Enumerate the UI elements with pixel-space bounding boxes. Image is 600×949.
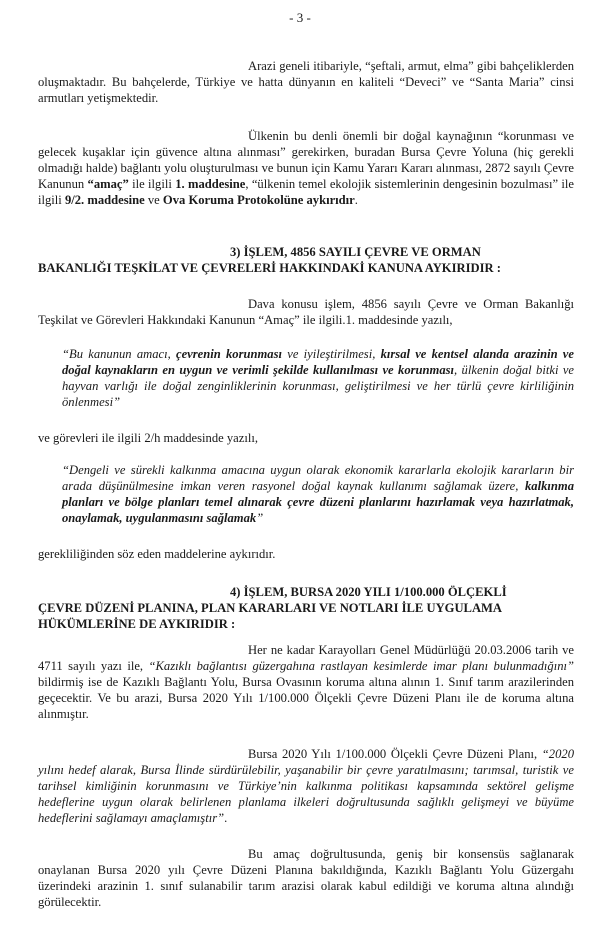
paragraph-bursa-plan: Bursa 2020 Yılı 1/100.000 Ölçekli Çevre Düzeni Planı, “2020 yılını hedef alarak, Bursa İlinde sürdürülebilir, yaşanabilir bir çevre yaratılmasını; tarımsal, turistik ve tarihsel kimliğinin korunmasını ve Türkiye’nin kalkınma politikası kapsamında sektörel gelişme hedeflerine uygun olarak belirlenen planlama ilkeleri doğrultusunda sağlıklı gelişmeyi ve büyüme hedeflerini sağlamayı amaçlamıştır”.	[38, 747, 574, 825]
paragraph-consensus: Bu amaç doğrultusunda, geniş bir konsensüs sağlanarak onaylanan Bursa 2020 yılı Çevre Düzeni Planına bakıldığında, Kazıklı Bağlantı Yolu Güzergahı üzerindeki arazinin 1. sınıf sulanabilir tarım arazisi olarak kabul edildiği ve koruma altına alındığı görülecektir.	[38, 847, 574, 909]
paragraph-highways-letter: Her ne kadar Karayolları Genel Müdürlüğü 20.03.2006 tarih ve 4711 sayılı yazı ile, “Kazıklı bağlantısı güzergahına rastlayan kesimlerde imar planı bulunmadığını” bildirmiş ise de Kazıklı Bağlantı Yolu, Bursa Ovasının koruma altına alının 1. Sınıf tarım arazilerinden geçecektir. Ve bu arazi, Bursa 2020 Yılı 1/100.000 Ölçekli Çevre Düzeni Planı ile de koruma altına alınmıştır.	[38, 643, 574, 721]
paragraph-natural-resource: Ülkenin bu denli önemli bir doğal kaynağının “korunması ve gelecek kuşaklar için güvence altına alınması” gerekirken, buradan Bursa Çevre Yoluna (hiç gerekli olmadığı halde) bağlantı yolu oluşturulması ve bunun için Kamu Yararı Kararı alınması, 2872 sayılı Çevre Kanunun “amaç” ile ilgili 1. maddesine, “ülkenin temel ekolojik sistemlerinin dengesinin bozulması” ile ilgili 9/2. maddesine ve Ova Koruma Protokolüne aykırıdır.	[38, 129, 575, 207]
section-heading-3: 3) İŞLEM, 4856 SAYILI ÇEVRE VE ORMAN BAKANLIĞI TEŞKİLAT VE ÇEVRELERİ HAKKINDAKİ KANUNA AYKIRIDIR :	[38, 245, 501, 275]
paragraph-duties: ve görevleri ile ilgili 2/h maddesinde yazılı,	[38, 431, 258, 445]
quote-article-2h: “Dengeli ve sürekli kalkınma amacına uygun olarak ekonomik kararlarla ekolojik kararların bir arada düşünülmesine imkan veren rasyonel doğal kaynak kullanımı sağlamak üzere, kalkınma planları ve bölge planları temel alınarak çevre düzeni planlarını hazırlamak veya hazırlatmak, onaylamak, uygulanmasını sağlamak”	[62, 463, 574, 525]
paragraph-necessity: gerekliliğinden söz eden maddelerine aykırıdır.	[38, 547, 276, 561]
section-heading-4: 4) İŞLEM, BURSA 2020 YILI 1/100.000 ÖLÇEKLİ ÇEVRE DÜZENİ PLANINA, PLAN KARARLARI VE NOTLARI İLE UYGULAMA HÜKÜMLERİNE DE AYKIRIDIR :	[38, 585, 507, 631]
paragraph-orchards: Arazi geneli itibariyle, “şeftali, armut, elma” gibi bahçeliklerden oluşmaktadır. Bu bahçelerde, Türkiye ve hatta dünyanın en kaliteli “Deveci” ve “Santa Maria” cinsi armutları yetişmektedir.	[38, 59, 574, 105]
quote-law-purpose: “Bu kanunun amacı, çevrenin korunması ve iyileştirilmesi, kırsal ve kentsel alanda arazinin ve doğal kaynakların en uygun ve verimli şekilde kullanılması ve korunması, ülkenin doğal bitki ve hayvan varlığı ile doğal zenginliklerinin korunması, geliştirilmesi ve her türlü çevre kirliliğinin önlenmesi”	[62, 347, 574, 409]
paragraph-law-4856: Dava konusu işlem, 4856 sayılı Çevre ve Orman Bakanlığı Teşkilat ve Görevleri Hakkındaki Kanunun “Amaç” ile ilgili.1. maddesinde yazılı,	[38, 297, 574, 327]
page-number: - 3 -	[289, 10, 311, 25]
